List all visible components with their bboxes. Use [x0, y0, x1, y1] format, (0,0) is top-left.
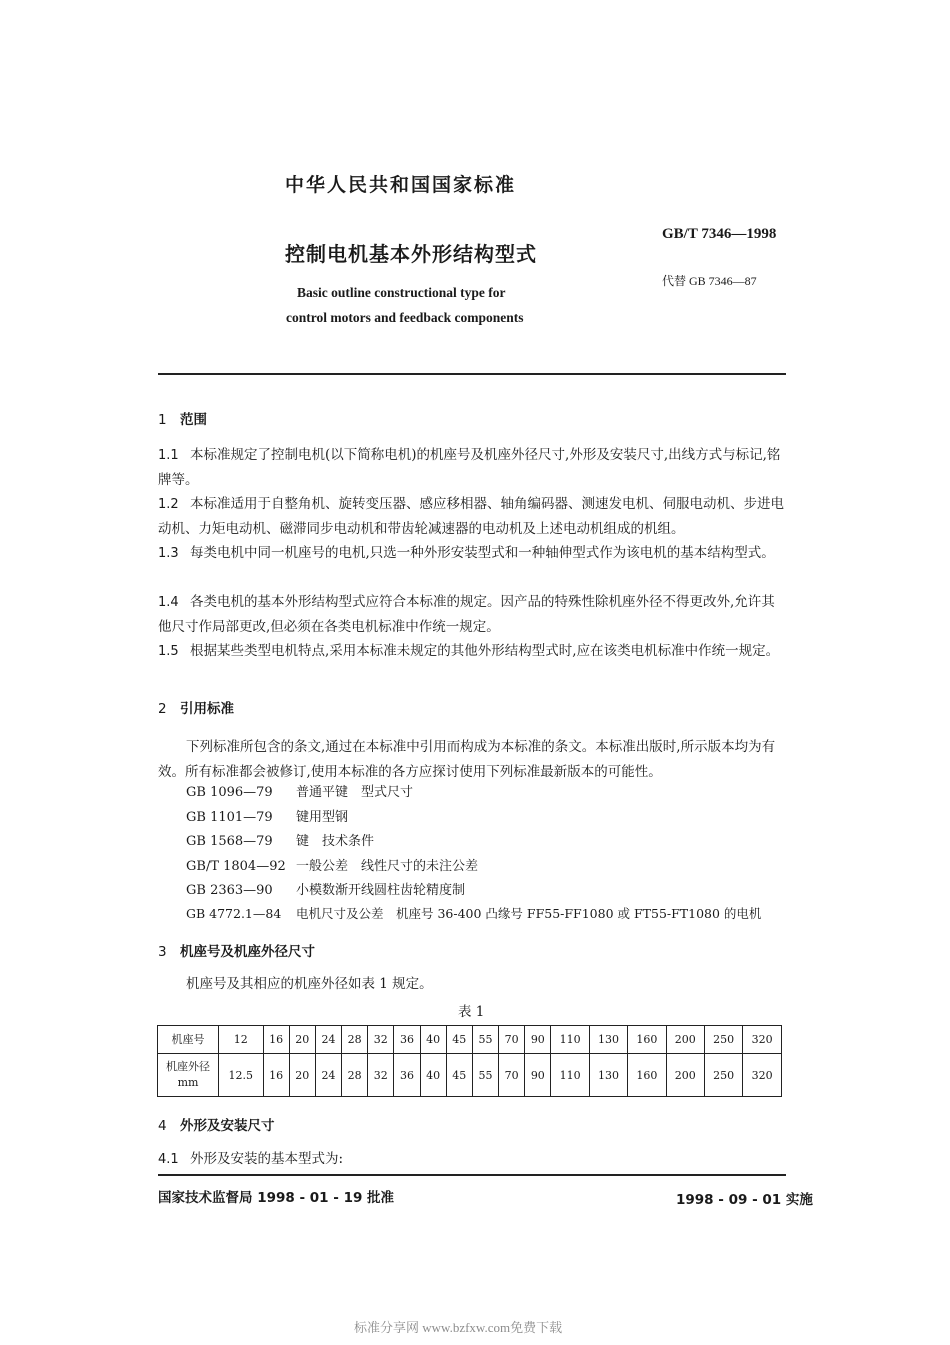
table-cell: 90 — [525, 1054, 551, 1097]
table-cell: 130 — [589, 1026, 627, 1054]
section-title: 机座号及机座外径尺寸 — [180, 944, 315, 960]
table-cell: 45 — [446, 1026, 472, 1054]
clause-number: 1.3 — [158, 546, 179, 561]
reference-title: 一般公差 线性尺寸的未注公差 — [296, 859, 479, 874]
clause-text: 每类电机中同一机座号的电机,只选一种外形安装型式和一种轴伸型式作为该电机的基本结构型式。 — [190, 545, 775, 561]
table-cell: 320 — [743, 1026, 782, 1054]
section-number: 2 — [158, 701, 167, 717]
table-cell: 160 — [628, 1054, 666, 1097]
table-cell: 12.5 — [219, 1054, 264, 1097]
section-title: 引用标准 — [180, 701, 234, 717]
table-cell: 28 — [342, 1054, 368, 1097]
section-heading-references — [158, 697, 234, 717]
frame-size-table — [157, 1025, 782, 1097]
table-cell: 70 — [499, 1054, 525, 1097]
top-rule — [158, 373, 786, 375]
clause-1-1 — [158, 443, 788, 493]
table-cell: 55 — [472, 1054, 498, 1097]
reference-title: 普通平键 型式尺寸 — [296, 785, 414, 800]
implementation-date: 1998 - 09 - 01 实施 — [676, 1192, 813, 1208]
clause-number: 1.2 — [158, 497, 179, 512]
clause-1-3 — [158, 541, 788, 566]
table-cell: 24 — [315, 1054, 341, 1097]
table-cell: 16 — [263, 1026, 289, 1054]
section-heading-scope — [158, 408, 207, 428]
table-cell: 32 — [368, 1054, 394, 1097]
reference-code: GB 1568—79 — [186, 834, 273, 849]
table-cell: 110 — [551, 1054, 589, 1097]
reference-code: GB 1101—79 — [186, 810, 273, 825]
table-cell: 12 — [219, 1026, 264, 1054]
table-cell: 20 — [289, 1026, 315, 1054]
table-cell: 55 — [472, 1026, 498, 1054]
table-cell: 28 — [342, 1026, 368, 1054]
reference-item — [186, 855, 478, 874]
section-number: 4 — [158, 1118, 167, 1134]
clause-text: 本标准规定了控制电机(以下简称电机)的机座号及机座外径尺寸,外形及安装尺寸,出线方式与标记,铭牌等。 — [158, 447, 781, 488]
reference-title: 键用型钢 — [296, 810, 349, 825]
reference-code: GB 2363—90 — [186, 883, 273, 898]
table-cell: 40 — [420, 1054, 446, 1097]
table-cell: 24 — [315, 1026, 341, 1054]
table-row-header — [158, 1054, 219, 1097]
section-number: 1 — [158, 412, 167, 428]
table-cell: 16 — [263, 1054, 289, 1097]
reference-title: 小模数渐开线圆柱齿轮精度制 — [296, 883, 466, 898]
references-intro: 下列标准所包含的条文,通过在本标准中引用而构成为本标准的条文。本标准出版时,所示版本均为有效。所有标准都会被修订,使用本标准的各方应探讨使用下列标准最新版本的可能性。 — [158, 739, 776, 780]
table-cell: 320 — [743, 1054, 782, 1097]
table-cell: 200 — [666, 1026, 704, 1054]
table-cell: 110 — [551, 1026, 589, 1054]
table-cell: 130 — [589, 1054, 627, 1097]
clause-1-5 — [158, 639, 788, 664]
reference-title: 键 技术条件 — [296, 834, 375, 849]
document-title-en-line1: Basic outline constructional type for — [297, 285, 506, 300]
reference-code: GB 4772.1—84 — [186, 906, 282, 921]
clause-number: 1.4 — [158, 595, 179, 610]
table-row-header: 机座号 — [158, 1026, 219, 1054]
section-title: 范围 — [180, 412, 207, 428]
document-title-en-line2: control motors and feedback components — [286, 310, 524, 325]
table-caption: 表 1 — [458, 1004, 485, 1020]
clause-number: 1.5 — [158, 644, 179, 659]
table-row — [158, 1054, 782, 1097]
table-cell: 36 — [394, 1054, 420, 1097]
reference-item — [186, 904, 761, 922]
reference-item — [186, 879, 465, 898]
reference-item — [186, 806, 348, 825]
section-number: 3 — [158, 944, 167, 960]
reference-title: 电机尺寸及公差 机座号 36-400 凸缘号 FF55-FF1080 或 FT55-FT1080 的电机 — [296, 906, 762, 921]
table-cell: 40 — [420, 1026, 446, 1054]
section-heading-frame-sizes — [158, 940, 315, 960]
table-cell: 250 — [704, 1026, 742, 1054]
clause-number: 4.1 — [158, 1152, 179, 1167]
section-title: 外形及安装尺寸 — [180, 1118, 275, 1134]
row-header-unit: mm — [177, 1076, 199, 1089]
clause-1-4 — [158, 590, 788, 640]
watermark-text: 标准分享网 www.bzfxw.com免费下载 — [354, 1320, 563, 1335]
section-heading-outline — [158, 1114, 275, 1134]
national-standard-heading: 中华人民共和国国家标准 — [285, 174, 517, 196]
table-cell: 70 — [499, 1026, 525, 1054]
clause-text: 根据某些类型电机特点,采用本标准未规定的其他外形结构型式时,应在该类电机标准中作统一规定。 — [190, 643, 780, 659]
table-cell: 200 — [666, 1054, 704, 1097]
clause-4-1 — [158, 1147, 343, 1172]
clause-text: 本标准适用于自整角机、旋转变压器、感应移相器、轴角编码器、测速发电机、伺服电动机、步进电动机、力矩电动机、磁滞同步电动机和带齿轮减速器的电动机及上述电动机组成的机组。 — [158, 496, 784, 537]
clause-1-2 — [158, 492, 788, 542]
approval-note: 国家技术监督局 1998 - 01 - 19 批准 — [158, 1190, 395, 1206]
table-cell: 160 — [628, 1026, 666, 1054]
reference-item — [186, 781, 413, 800]
clause-text: 各类电机的基本外形结构型式应符合本标准的规定。因产品的特殊性除机座外径不得更改外,允许其他尺寸作局部更改,但必须在各类电机标准中作统一规定。 — [158, 594, 775, 635]
table-cell: 32 — [368, 1026, 394, 1054]
document-title-cn: 控制电机基本外形结构型式 — [285, 242, 537, 266]
table-cell: 90 — [525, 1026, 551, 1054]
table-row — [158, 1026, 782, 1054]
standard-code: GB/T 7346—1998 — [662, 226, 777, 242]
table-cell: 45 — [446, 1054, 472, 1097]
replaces-note: 代替 GB 7346—87 — [662, 274, 757, 288]
clause-number: 1.1 — [158, 448, 179, 463]
table-intro: 机座号及其相应的机座外径如表 1 规定。 — [186, 976, 433, 992]
bottom-rule — [158, 1174, 786, 1176]
table-cell: 20 — [289, 1054, 315, 1097]
row-header-label: 机座外径 — [166, 1060, 210, 1073]
table-cell: 250 — [704, 1054, 742, 1097]
table-cell: 36 — [394, 1026, 420, 1054]
reference-code: GB/T 1804—92 — [186, 859, 286, 874]
reference-code: GB 1096—79 — [186, 785, 273, 800]
reference-item — [186, 830, 374, 849]
clause-text: 外形及安装的基本型式为: — [190, 1151, 344, 1167]
